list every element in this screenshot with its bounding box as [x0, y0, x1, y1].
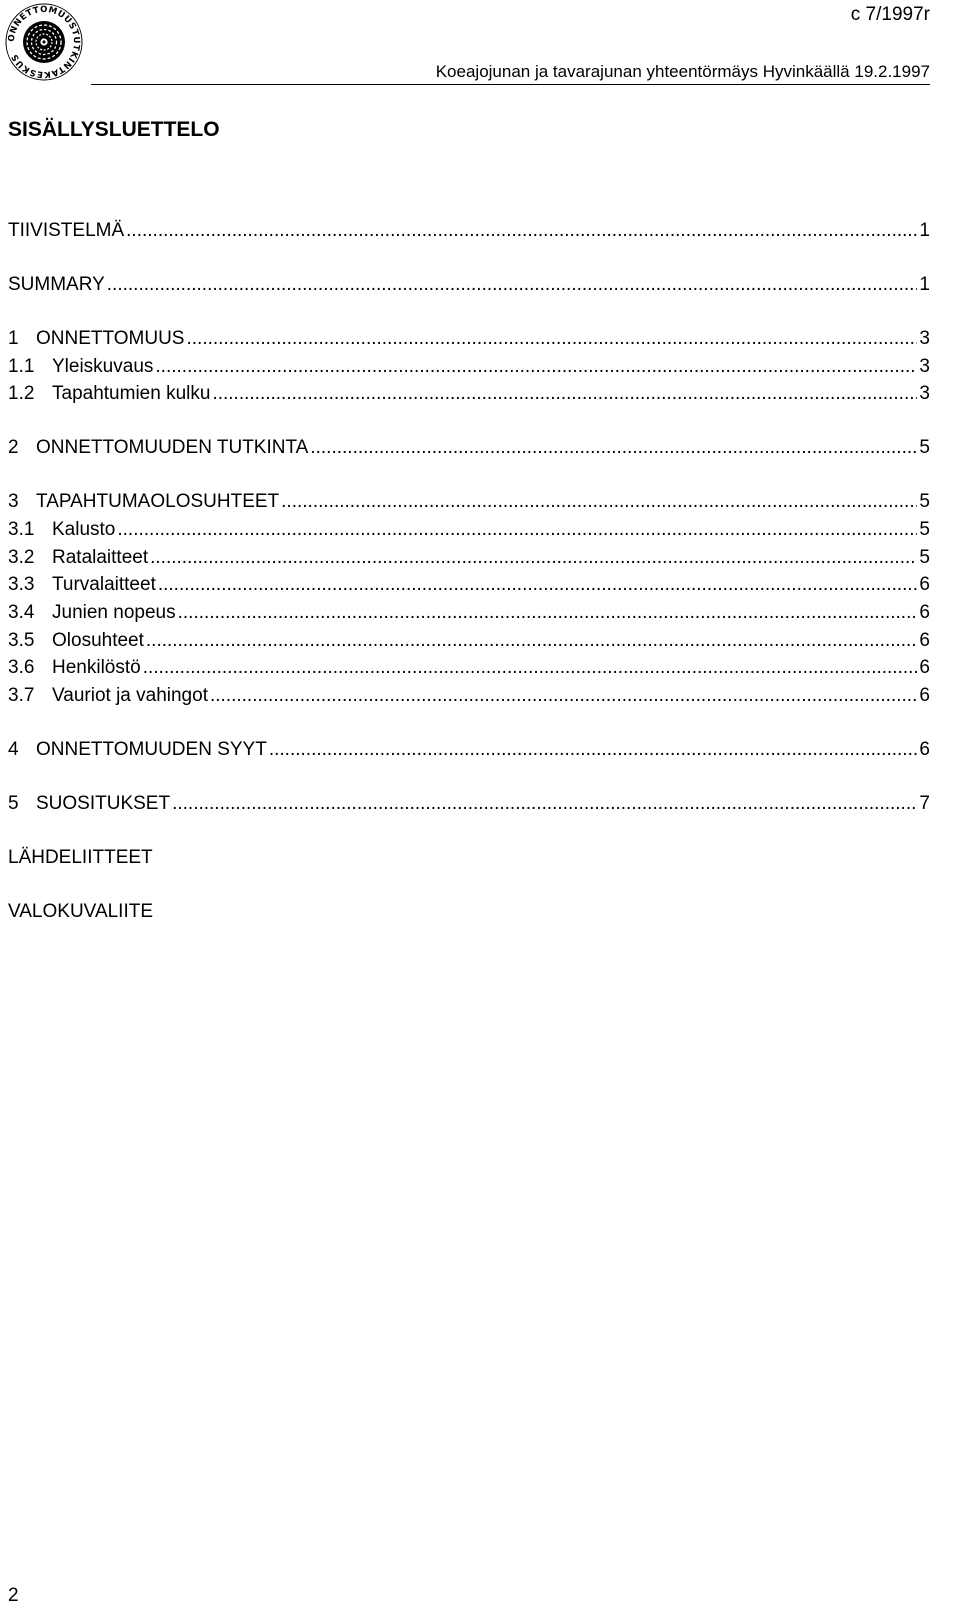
toc-entry-number: 3.4: [8, 602, 35, 623]
toc-leader-dots: [158, 574, 918, 596]
toc-entry-number: 3.7: [8, 685, 35, 706]
toc-entry-number: 3.1: [8, 519, 35, 540]
toc-entry-page: 6: [919, 630, 930, 651]
page-number: 2: [8, 1585, 19, 1606]
toc-entry-title: VALOKUVALIITE: [8, 901, 154, 922]
toc-entry-title: Vauriot ja vahingot: [52, 685, 208, 706]
toc-entry-page: 1: [919, 220, 930, 241]
toc-entry[interactable]: [8, 519, 930, 545]
toc-leader-dots: [310, 437, 917, 459]
toc-entry-page: 3: [919, 356, 930, 377]
toc-entry-title: ONNETTOMUUS: [36, 328, 185, 349]
toc-entry-title: Kalusto: [52, 519, 116, 540]
toc-entry-number: 4: [8, 739, 19, 760]
toc-leader-dots: [146, 630, 918, 652]
toc-entry-title: Henkilöstö: [52, 657, 141, 678]
toc-entry-number: 5: [8, 793, 19, 814]
toc-entry-number: 3: [8, 491, 19, 512]
toc-entry-page: 6: [919, 657, 930, 678]
toc-entry-page: 5: [919, 491, 930, 512]
toc-entry[interactable]: [8, 574, 930, 600]
toc-entry[interactable]: [8, 356, 930, 382]
toc-leader-dots: [178, 602, 918, 624]
toc-leader-dots: [281, 491, 917, 513]
toc-entry-number: 1.1: [8, 356, 35, 377]
toc-leader-dots: [126, 220, 917, 242]
toc-entry-title: Ratalaitteet: [52, 547, 149, 568]
toc-entry-number: 3.5: [8, 630, 35, 651]
toc-entry-number: 3.2: [8, 547, 35, 568]
toc-entry-page: 3: [919, 328, 930, 349]
report-subtitle: Koeajojunan ja tavarajunan yhteentörmäys Hyvinkäällä 19.2.1997: [435, 62, 930, 81]
toc-entry[interactable]: [8, 793, 930, 819]
toc-entry[interactable]: [8, 657, 930, 683]
toc-entry-page: 3: [919, 383, 930, 404]
toc-leader-dots: [150, 547, 917, 569]
toc-leader-dots: [155, 356, 917, 378]
toc-entry-page: 5: [919, 437, 930, 458]
toc-entry-title: SUOSITUKSET: [36, 793, 171, 814]
toc-entry[interactable]: [8, 630, 930, 656]
toc-entry-title: Tapahtumien kulku: [52, 383, 211, 404]
toc-entry-title: ONNETTOMUUDEN SYYT: [36, 739, 267, 760]
toc-entry-number: 1.2: [8, 383, 35, 404]
toc-leader-dots: [143, 657, 918, 679]
toc-entry-title: Olosuhteet: [52, 630, 144, 651]
toc-leader-dots: [212, 383, 917, 405]
toc-leader-dots: [117, 519, 917, 541]
toc-entry[interactable]: [8, 220, 930, 246]
toc-entry-title: ONNETTOMUUDEN TUTKINTA: [36, 437, 309, 458]
toc-entry-number: 2: [8, 437, 19, 458]
toc-entry[interactable]: [8, 602, 930, 628]
toc-entry[interactable]: [8, 901, 930, 927]
toc-entry-number: 3.3: [8, 574, 35, 595]
toc-leader-dots: [172, 793, 917, 815]
toc-entry[interactable]: [8, 383, 930, 409]
toc-entry-page: 6: [919, 685, 930, 706]
toc-entry-page: 7: [919, 793, 930, 814]
toc-entry[interactable]: [8, 491, 930, 517]
toc-entry-title: Junien nopeus: [52, 602, 176, 623]
toc-entry-title: Yleiskuvaus: [52, 356, 154, 377]
toc-entry[interactable]: [8, 328, 930, 354]
toc-entry-title: TAPAHTUMAOLOSUHTEET: [36, 491, 280, 512]
toc-entry-number: 3.6: [8, 657, 35, 678]
table-of-contents: [8, 0, 930, 1000]
toc-title: SISÄLLYSLUETTELO: [8, 118, 220, 141]
toc-entry-page: 1: [919, 274, 930, 295]
toc-entry-page: 6: [919, 574, 930, 595]
toc-leader-dots: [107, 274, 918, 296]
toc-entry-page: 6: [919, 602, 930, 623]
toc-entry-number: 1: [8, 328, 19, 349]
toc-entry[interactable]: [8, 739, 930, 765]
toc-entry[interactable]: [8, 437, 930, 463]
toc-entry[interactable]: [8, 274, 930, 300]
toc-entry-title: SUMMARY: [8, 274, 105, 295]
toc-entry-title: Turvalaitteet: [52, 574, 156, 595]
toc-entry-title: LÄHDELIITTEET: [8, 847, 153, 868]
toc-entry-title: TIIVISTELMÄ: [8, 220, 125, 241]
toc-entry[interactable]: [8, 847, 930, 873]
toc-entry[interactable]: [8, 547, 930, 573]
seal-logo-text: ONNETTOMUUSTUTKINTAKESKUS: [6, 4, 82, 80]
report-id: c 7/1997r: [850, 4, 930, 25]
toc-entry[interactable]: [8, 685, 930, 711]
toc-entry-page: 6: [919, 739, 930, 760]
toc-leader-dots: [210, 685, 917, 707]
toc-leader-dots: [269, 739, 918, 761]
toc-entry-page: 5: [919, 547, 930, 568]
toc-leader-dots: [186, 328, 917, 350]
toc-entry-page: 5: [919, 519, 930, 540]
